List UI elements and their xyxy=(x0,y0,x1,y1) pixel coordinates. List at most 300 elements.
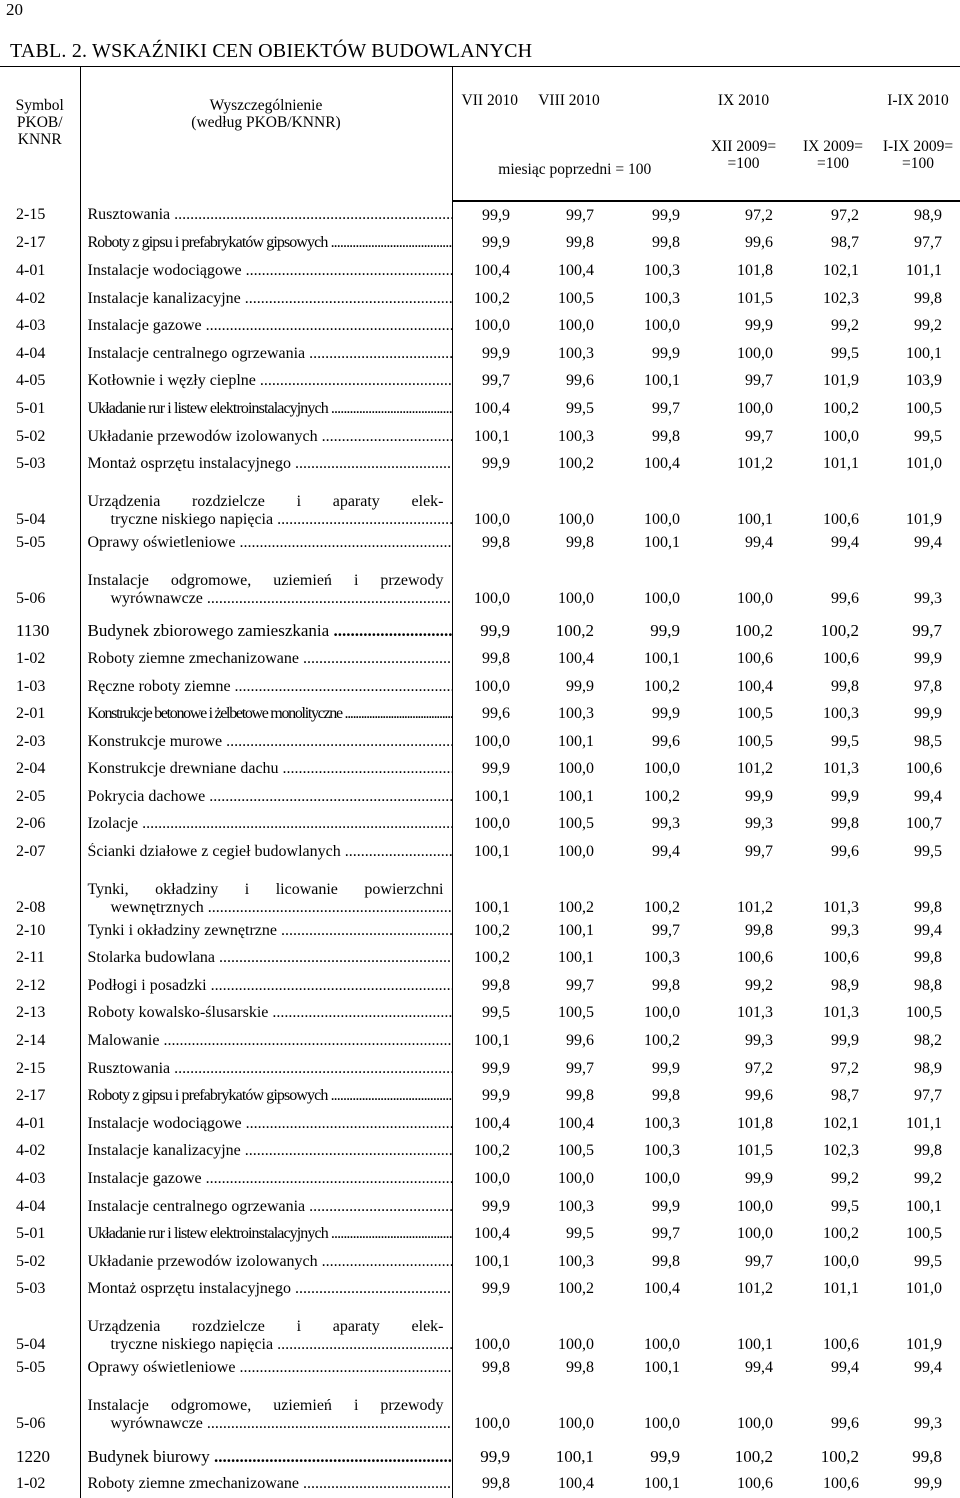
row-value-1: 99,7 xyxy=(482,372,510,390)
row-name xyxy=(80,1382,452,1433)
table-row xyxy=(0,1354,960,1382)
row-value-6: 99,4 xyxy=(914,921,942,939)
row-value-3: 99,7 xyxy=(652,1225,680,1243)
row-value-3: 100,3 xyxy=(644,289,680,307)
row-value-5: 99,5 xyxy=(831,344,859,362)
row-value-4: 100,0 xyxy=(737,399,773,417)
row-value-3: 100,1 xyxy=(644,533,680,551)
row-value-3: 99,6 xyxy=(652,732,680,750)
table-row xyxy=(0,312,960,340)
row-value-2: 100,1 xyxy=(558,921,594,939)
row-code: 2-01 xyxy=(0,700,80,728)
row-value-4: 101,3 xyxy=(737,1004,773,1022)
row-value-6: 99,8 xyxy=(914,1142,942,1160)
row-name-label: Montaż osprzętu instalacyjnego ..... xyxy=(88,455,452,473)
table-row xyxy=(0,368,960,396)
row-value-3: 99,9 xyxy=(650,621,680,641)
row-value-2: 100,0 xyxy=(558,1414,594,1432)
row-name xyxy=(80,257,452,285)
row-code: 4-05 xyxy=(0,368,80,396)
row-value-2: 100,4 xyxy=(558,261,594,279)
row-value-6: 99,4 xyxy=(914,787,942,805)
table-row xyxy=(0,201,960,230)
row-value-2: 99,6 xyxy=(566,372,594,390)
row-name-label: Budynek biurowy ..... xyxy=(88,1447,452,1467)
row-value-4: 100,2 xyxy=(734,621,773,641)
row-name xyxy=(80,1193,452,1221)
header-prev-month: miesiąc poprzedni = 100 xyxy=(452,126,697,201)
row-name xyxy=(80,783,452,811)
row-name-label: Instalacje wodociągowe ..... xyxy=(88,1115,452,1133)
row-name-label: Instalacje wodociągowe ..... xyxy=(88,262,452,280)
row-value-1: 100,2 xyxy=(474,949,510,967)
row-name-line1: Instalacje odgromowe, uziemień i przewody xyxy=(87,1396,444,1414)
row-name xyxy=(80,1082,452,1110)
page-title: TABL. 2. WSKAŹNIKI CEN OBIEKTÓW BUDOWLANYCH xyxy=(10,40,533,62)
row-value-4: 99,7 xyxy=(745,843,773,861)
row-value-1: 100,2 xyxy=(474,1142,510,1160)
row-name-label: Konstrukcje murowe ..... xyxy=(88,733,452,751)
row-name xyxy=(80,1055,452,1083)
row-code: 2-17 xyxy=(0,230,80,258)
row-name xyxy=(80,838,452,866)
row-code: 5-05 xyxy=(0,1354,80,1382)
row-code: 1220 xyxy=(0,1443,80,1471)
row-value-6: 97,8 xyxy=(914,677,942,695)
row-name xyxy=(80,1000,452,1028)
row-name-label: Układanie przewodów izolowanych ..... xyxy=(88,1253,452,1271)
row-value-4: 101,2 xyxy=(737,898,773,916)
row-value-2: 100,5 xyxy=(558,289,594,307)
row-value-5: 101,1 xyxy=(823,1280,859,1298)
row-name-line1: Urządzenia rozdzielcze i aparaty elek- xyxy=(87,492,444,510)
row-code: 2-07 xyxy=(0,838,80,866)
row-name xyxy=(80,917,452,945)
row-value-4: 97,2 xyxy=(745,1059,773,1077)
row-code: 4-03 xyxy=(0,312,80,340)
row-name-label: Montaż osprzętu instalacyjnego ..... xyxy=(88,1280,452,1298)
row-name-label: Instalacje centralnego ogrzewania ..... xyxy=(88,345,452,363)
row-value-6: 101,1 xyxy=(906,261,942,279)
row-name xyxy=(80,1027,452,1055)
row-value-5: 99,8 xyxy=(831,677,859,695)
row-value-3: 100,3 xyxy=(644,1142,680,1160)
row-value-6: 100,7 xyxy=(906,815,942,833)
row-name xyxy=(80,700,452,728)
header-period-viii: VIII 2010 xyxy=(527,67,611,127)
row-name xyxy=(80,811,452,839)
table-row xyxy=(0,1138,960,1166)
row-code: 2-14 xyxy=(0,1027,80,1055)
row-value-1: 99,8 xyxy=(482,649,510,667)
row-value-6: 99,9 xyxy=(914,649,942,667)
row-code: 5-05 xyxy=(0,529,80,557)
row-value-1: 100,4 xyxy=(474,261,510,279)
row-value-6: 101,9 xyxy=(906,510,942,528)
row-value-5: 100,2 xyxy=(823,1225,859,1243)
row-name xyxy=(80,423,452,451)
row-code: 2-04 xyxy=(0,756,80,784)
row-value-1: 99,9 xyxy=(482,206,510,224)
row-value-5: 99,2 xyxy=(831,317,859,335)
row-name xyxy=(80,557,452,608)
row-value-6: 99,5 xyxy=(914,427,942,445)
table-row xyxy=(0,423,960,451)
row-value-1: 100,1 xyxy=(474,787,510,805)
table-row xyxy=(0,1248,960,1276)
row-code: 5-02 xyxy=(0,1248,80,1276)
row-value-1: 99,8 xyxy=(482,533,510,551)
table-row xyxy=(0,1000,960,1028)
row-value-6: 99,4 xyxy=(914,533,942,551)
table-row xyxy=(0,618,960,646)
table-row xyxy=(0,340,960,368)
row-value-5: 99,5 xyxy=(831,1197,859,1215)
row-value-5: 101,3 xyxy=(823,1004,859,1022)
table-row xyxy=(0,783,960,811)
row-code: 5-03 xyxy=(0,1276,80,1304)
row-value-5: 98,9 xyxy=(831,976,859,994)
row-value-2: 100,0 xyxy=(558,843,594,861)
row-value-2: 100,3 xyxy=(558,1252,594,1270)
row-name-label: Roboty kowalsko-ślusarskie ..... xyxy=(88,1004,452,1022)
row-value-4: 99,6 xyxy=(745,1087,773,1105)
row-value-5: 101,1 xyxy=(823,455,859,473)
row-value-1: 100,0 xyxy=(474,1336,510,1354)
row-name xyxy=(80,368,452,396)
row-code: 5-03 xyxy=(0,450,80,478)
row-value-4: 100,6 xyxy=(737,649,773,667)
row-value-2: 100,1 xyxy=(558,732,594,750)
row-value-5: 100,6 xyxy=(823,1336,859,1354)
row-value-6: 101,0 xyxy=(906,455,942,473)
row-name-label: Rusztowania ..... xyxy=(88,206,452,224)
row-value-5: 99,6 xyxy=(831,843,859,861)
row-name xyxy=(80,728,452,756)
header-period-ix: IX 2010 xyxy=(611,67,876,127)
row-value-2: 100,1 xyxy=(558,787,594,805)
row-value-1: 100,4 xyxy=(474,1114,510,1132)
row-code: 2-11 xyxy=(0,944,80,972)
header-base-i-ix: I-IX 2009= =100 xyxy=(876,126,960,201)
row-value-5: 100,2 xyxy=(820,621,859,641)
row-value-1: 100,1 xyxy=(474,898,510,916)
header-description: Wyszczególnienie (według PKOB/KNNR) xyxy=(80,67,452,202)
row-name-line2: wyrównawcze ..... xyxy=(88,590,452,608)
row-value-6: 97,7 xyxy=(914,234,942,252)
row-value-5: 99,9 xyxy=(831,1032,859,1050)
row-value-2: 100,4 xyxy=(558,1475,594,1493)
row-value-1: 99,8 xyxy=(482,976,510,994)
row-code: 2-05 xyxy=(0,783,80,811)
row-name xyxy=(80,529,452,557)
row-value-2: 100,2 xyxy=(558,455,594,473)
row-value-3: 99,8 xyxy=(652,1252,680,1270)
table-row xyxy=(0,230,960,258)
row-value-2: 99,8 xyxy=(566,1087,594,1105)
row-value-1: 99,9 xyxy=(482,234,510,252)
row-value-1: 99,6 xyxy=(482,705,510,723)
row-value-5: 102,1 xyxy=(823,1114,859,1132)
table-row xyxy=(0,1193,960,1221)
row-value-4: 99,3 xyxy=(745,815,773,833)
header-base-xii: XII 2009= =100 xyxy=(697,126,790,201)
row-value-4: 101,5 xyxy=(737,1142,773,1160)
row-name-label: Budynek zbiorowego zamieszkania ..... xyxy=(88,621,452,641)
row-name xyxy=(80,478,452,529)
row-name xyxy=(80,1276,452,1304)
row-value-5: 97,2 xyxy=(831,1059,859,1077)
table-row xyxy=(0,700,960,728)
row-value-3: 100,0 xyxy=(644,1336,680,1354)
row-value-6: 100,1 xyxy=(906,344,942,362)
table-row xyxy=(0,1276,960,1304)
row-name-line2: wewnętrznych ..... xyxy=(88,899,452,917)
row-name-label: Ręczne roboty ziemne ..... xyxy=(88,678,452,696)
row-value-1: 100,1 xyxy=(474,427,510,445)
row-value-1: 99,9 xyxy=(482,760,510,778)
row-value-5: 99,4 xyxy=(831,533,859,551)
row-name xyxy=(80,340,452,368)
row-value-2: 100,2 xyxy=(555,621,594,641)
header-row-1 xyxy=(0,67,960,127)
row-code: 1-02 xyxy=(0,1470,80,1498)
row-value-6: 103,9 xyxy=(906,372,942,390)
row-value-4: 99,9 xyxy=(745,317,773,335)
row-value-3: 99,9 xyxy=(650,1446,680,1466)
row-value-4: 99,8 xyxy=(745,921,773,939)
row-value-2: 99,7 xyxy=(566,1059,594,1077)
row-value-3: 100,0 xyxy=(644,1004,680,1022)
table-row xyxy=(0,450,960,478)
row-value-3: 100,4 xyxy=(644,455,680,473)
row-value-1: 100,4 xyxy=(474,399,510,417)
row-name xyxy=(80,972,452,1000)
row-name xyxy=(80,1110,452,1138)
row-value-4: 100,4 xyxy=(737,677,773,695)
price-index-table xyxy=(0,66,960,1498)
row-value-3: 100,1 xyxy=(644,1475,680,1493)
row-name-label: Izolacje ..... xyxy=(88,815,452,833)
row-name-label: Instalacje kanalizacyjne ..... xyxy=(88,290,452,308)
row-value-4: 100,5 xyxy=(737,705,773,723)
row-value-6: 97,7 xyxy=(914,1087,942,1105)
row-value-4: 101,8 xyxy=(737,1114,773,1132)
table-row xyxy=(0,944,960,972)
table-row xyxy=(0,1027,960,1055)
row-code: 2-03 xyxy=(0,728,80,756)
row-value-5: 99,5 xyxy=(831,732,859,750)
row-value-6: 100,6 xyxy=(906,760,942,778)
row-value-6: 99,4 xyxy=(914,1358,942,1376)
row-value-1: 100,0 xyxy=(474,732,510,750)
row-name-label: Roboty ziemne zmechanizowane ..... xyxy=(88,1475,452,1493)
row-name-label: Tynki i okładziny zewnętrzne ..... xyxy=(88,922,452,940)
table-row xyxy=(0,285,960,313)
row-value-3: 100,2 xyxy=(644,898,680,916)
table-row xyxy=(0,866,960,917)
row-value-2: 100,5 xyxy=(558,1004,594,1022)
row-name xyxy=(80,450,452,478)
row-value-4: 100,0 xyxy=(737,344,773,362)
row-code: 5-06 xyxy=(0,557,80,608)
row-value-6: 99,2 xyxy=(914,317,942,335)
row-value-2: 100,0 xyxy=(558,1336,594,1354)
row-value-6: 98,5 xyxy=(914,732,942,750)
row-code: 4-03 xyxy=(0,1165,80,1193)
row-value-5: 99,4 xyxy=(831,1358,859,1376)
row-value-4: 100,0 xyxy=(737,589,773,607)
row-value-2: 99,5 xyxy=(566,1225,594,1243)
row-name-label: Roboty z gipsu i prefabrykatów gipsowych ..... xyxy=(88,234,452,252)
row-value-6: 101,9 xyxy=(906,1336,942,1354)
row-value-6: 99,3 xyxy=(914,1414,942,1432)
row-value-3: 99,4 xyxy=(652,843,680,861)
row-value-3: 99,8 xyxy=(652,1087,680,1105)
row-value-3: 99,9 xyxy=(652,705,680,723)
row-value-2: 100,3 xyxy=(558,1197,594,1215)
header-period-i-ix: I-IX 2010 xyxy=(876,67,960,127)
row-value-6: 98,8 xyxy=(914,976,942,994)
row-name xyxy=(80,1303,452,1354)
row-gap xyxy=(0,608,960,618)
row-value-6: 100,5 xyxy=(906,399,942,417)
row-value-3: 99,7 xyxy=(652,921,680,939)
row-value-1: 100,4 xyxy=(474,1225,510,1243)
row-code: 2-15 xyxy=(0,201,80,230)
row-value-4: 101,8 xyxy=(737,261,773,279)
row-value-2: 100,2 xyxy=(558,898,594,916)
row-value-4: 97,2 xyxy=(745,206,773,224)
table-row xyxy=(0,917,960,945)
table-row xyxy=(0,645,960,673)
row-value-5: 100,2 xyxy=(823,399,859,417)
row-value-6: 99,3 xyxy=(914,589,942,607)
page-number: 20 xyxy=(6,0,23,19)
row-value-5: 99,2 xyxy=(831,1170,859,1188)
row-code: 2-10 xyxy=(0,917,80,945)
row-value-4: 99,4 xyxy=(745,533,773,551)
table-row xyxy=(0,838,960,866)
row-name xyxy=(80,395,452,423)
table-row xyxy=(0,395,960,423)
table-row xyxy=(0,811,960,839)
table-row xyxy=(0,257,960,285)
row-name-label: Malowanie ..... xyxy=(88,1032,452,1050)
row-value-5: 100,6 xyxy=(823,949,859,967)
table-row xyxy=(0,756,960,784)
row-name xyxy=(80,1354,452,1382)
row-value-6: 100,1 xyxy=(906,1197,942,1215)
row-value-5: 99,6 xyxy=(831,589,859,607)
row-value-3: 99,9 xyxy=(652,344,680,362)
row-value-3: 100,0 xyxy=(644,317,680,335)
row-name-label: Oprawy oświetleniowe ..... xyxy=(88,1359,452,1377)
row-value-2: 99,8 xyxy=(566,1358,594,1376)
row-code: 1-03 xyxy=(0,673,80,701)
table-row xyxy=(0,1055,960,1083)
row-value-5: 100,6 xyxy=(823,510,859,528)
row-name xyxy=(80,1443,452,1471)
row-value-5: 99,8 xyxy=(831,815,859,833)
row-value-1: 99,5 xyxy=(482,1004,510,1022)
row-value-5: 100,2 xyxy=(820,1446,859,1466)
row-value-6: 100,5 xyxy=(906,1225,942,1243)
row-value-2: 99,8 xyxy=(566,533,594,551)
row-value-4: 101,2 xyxy=(737,1280,773,1298)
row-name-label: Pokrycia dachowe ..... xyxy=(88,788,452,806)
row-value-1: 99,9 xyxy=(482,1059,510,1077)
row-value-4: 101,5 xyxy=(737,289,773,307)
row-name-label: Układanie rur i listew elektroinstalacyjnych ..... xyxy=(88,400,452,418)
row-value-2: 99,5 xyxy=(566,399,594,417)
row-value-5: 102,1 xyxy=(823,261,859,279)
row-value-5: 99,6 xyxy=(831,1414,859,1432)
row-value-1: 99,9 xyxy=(480,1446,510,1466)
row-value-3: 100,3 xyxy=(644,949,680,967)
row-value-3: 100,0 xyxy=(644,1170,680,1188)
row-name-label: Stolarka budowlana ..... xyxy=(88,949,452,967)
row-code: 2-12 xyxy=(0,972,80,1000)
row-code: 2-15 xyxy=(0,1055,80,1083)
row-name xyxy=(80,1220,452,1248)
row-name xyxy=(80,201,452,230)
row-value-2: 99,9 xyxy=(566,677,594,695)
row-value-2: 100,5 xyxy=(558,815,594,833)
row-value-4: 100,1 xyxy=(737,1336,773,1354)
row-value-4: 100,5 xyxy=(737,732,773,750)
row-value-6: 99,5 xyxy=(914,843,942,861)
row-value-5: 101,3 xyxy=(823,898,859,916)
row-name xyxy=(80,1470,452,1498)
row-value-1: 100,1 xyxy=(474,1032,510,1050)
row-value-1: 99,9 xyxy=(482,1087,510,1105)
row-value-2: 100,5 xyxy=(558,1142,594,1160)
row-value-3: 100,3 xyxy=(644,261,680,279)
row-name-label: Konstrukcje betonowe i żelbetowe monolityczne ..... xyxy=(88,705,452,723)
row-value-3: 100,4 xyxy=(644,1280,680,1298)
row-value-1: 100,0 xyxy=(474,677,510,695)
row-code: 2-06 xyxy=(0,811,80,839)
row-value-1: 100,1 xyxy=(474,1252,510,1270)
row-value-1: 100,1 xyxy=(474,843,510,861)
row-value-5: 100,0 xyxy=(823,427,859,445)
table-row xyxy=(0,1082,960,1110)
row-value-4: 101,2 xyxy=(737,455,773,473)
row-value-3: 100,0 xyxy=(644,589,680,607)
row-value-2: 99,8 xyxy=(566,234,594,252)
row-value-5: 97,2 xyxy=(831,206,859,224)
row-value-1: 100,0 xyxy=(474,510,510,528)
row-code: 2-08 xyxy=(0,866,80,917)
row-value-5: 101,9 xyxy=(823,372,859,390)
row-value-6: 101,1 xyxy=(906,1114,942,1132)
row-name-line2: tryczne niskiego napięcia ..... xyxy=(88,1336,452,1354)
row-value-1: 100,0 xyxy=(474,1414,510,1432)
row-value-4: 100,0 xyxy=(737,1225,773,1243)
row-name-label: Układanie rur i listew elektroinstalacyjnych ..... xyxy=(88,1225,452,1243)
row-value-4: 100,1 xyxy=(737,510,773,528)
row-value-3: 100,2 xyxy=(644,787,680,805)
row-value-2: 100,2 xyxy=(558,1280,594,1298)
row-name-label: Oprawy oświetleniowe ..... xyxy=(88,534,452,552)
row-code: 4-01 xyxy=(0,257,80,285)
row-value-3: 100,3 xyxy=(644,1114,680,1132)
table-row xyxy=(0,1303,960,1354)
row-value-3: 99,3 xyxy=(652,815,680,833)
row-value-3: 99,8 xyxy=(652,976,680,994)
row-value-6: 99,2 xyxy=(914,1170,942,1188)
